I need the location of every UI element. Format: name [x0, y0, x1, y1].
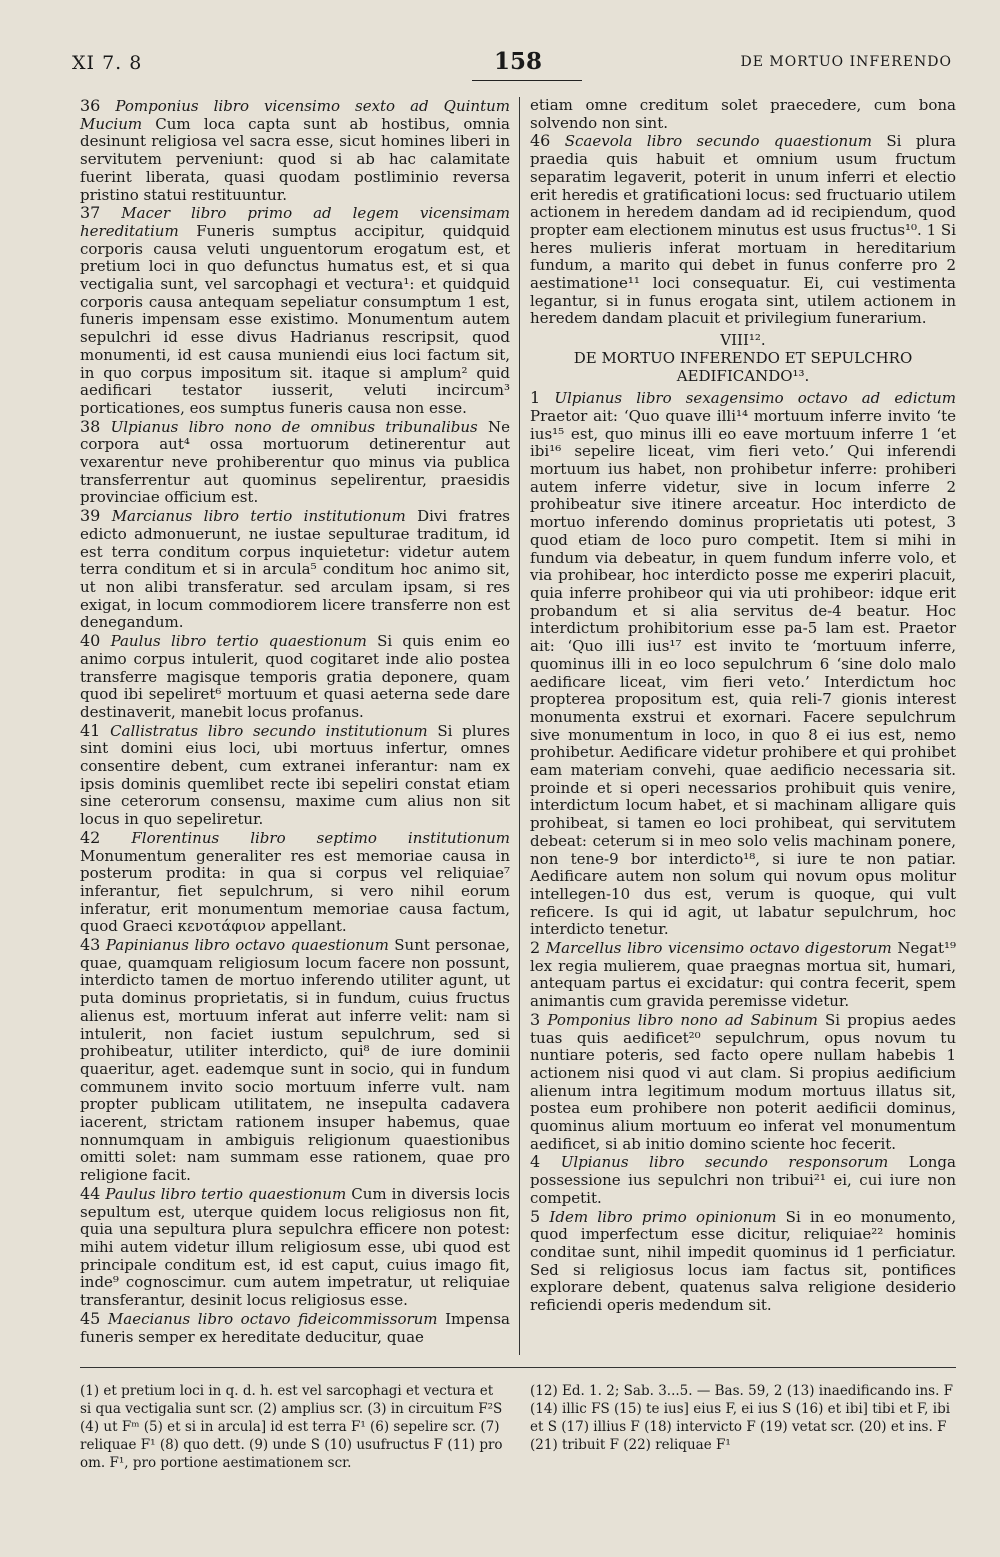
fragment-number: 45 [80, 1308, 101, 1328]
page-number: 158 [494, 48, 543, 75]
fragment-text: etiam omne creditum solet praecedere, cum bona solvendo non sint. [530, 96, 956, 132]
fragment-source: Paulus libro tertio quaestionum [110, 632, 367, 651]
fragment-source: Ulpianus libro sexagensimo octavo ad edictum [554, 389, 956, 408]
fragment-text: Negat¹⁹ lex regia mulierem, quae praegnas mortua sit, humari, antequam partus ei excidatur: qui contra fecerit, spem animantis cum gravida peremisse videtur. [530, 939, 956, 1011]
paragraph [530, 1153, 956, 1207]
fragment-source: Pomponius libro nono ad Sabinum [547, 1010, 818, 1029]
left-column [80, 97, 510, 1346]
fragment-number: 42 [80, 827, 101, 847]
fragment-source: Florentinus libro septimo institutionum [131, 828, 510, 847]
fragment-number: 38 [80, 416, 101, 436]
column-divider [519, 97, 520, 1355]
fragment-text: Impensa funeris semper ex hereditate deducitur, quae [80, 1309, 510, 1346]
fragment-source: Pomponius libro vicensimo sexto ad Quintum Mucium [80, 97, 510, 133]
fragment-source: Ulpianus libro secundo responsorum [560, 1153, 889, 1172]
footnotes-right: (12) Ed. 1. 2; Sab. 3...5. — Bas. 59, 2 (13) inaedificando ins. F (14) illic FS (15) te ius] eius F, ei ius S (16) et ibi] tibi et F, ibi et S (17) illius F (18) intervicto F (19) vetat scr. (20) et ins. F (21) tribuit F (22) reliquae F¹ [530, 1383, 954, 1453]
paragraph [530, 97, 956, 132]
fragment-source: Ulpianus libro nono de omnibus tribunalibus [110, 417, 478, 436]
section-number: VIII¹². [720, 331, 766, 350]
chapter-reference: XI 7. 8 [72, 52, 143, 74]
fragment-text: Divi fratres edicto admonuerunt, ne iustae sepulturae traditum, id est terra conditum corpus inquietetur: videtur autem terra conditum et si in arcula⁵ conditum hoc animo sit, ut non alibi transferatur. sed arculam ipsam, si res exigat, in locum commodiorem licere transferre non est denegandum. [80, 507, 510, 632]
fragment-source: Marcellus libro vicensimo octavo digestorum [545, 939, 892, 958]
paragraph [80, 1310, 510, 1346]
paragraph [530, 1011, 956, 1154]
fragment-text: Sunt personae, quae, quamquam religiosum locum facere non possunt, interdicto tamen de mortuo inferendo utiliter agunt, ut puta dominus proprietatis, si in fundum, cuius fructus alienus est, mortuum inferat aut inferre velit: nam si intulerit, non faciet iustum sepulchrum, sed si prohibeatur, utiliter interdicto, qui⁸ de iure dominii quaeritur, aget. eademque sunt in socio, qui in fundum communem invito socio mortuum inferre vult. nam propter publicam utilitatem, ne insepulta cadavera iacerent, strictam rationem insuper habemus, quae nonnumquam in ambiguis religionum quaestionibus omitti solet: nam summam esse rationem, quae pro religione facit. [80, 936, 510, 1185]
fragment-text: Cum in diversis locis sepultum est, uterque quidem locus religiosus non fit, quia una sepultura plura sepulchra efficere non potest: mihi autem videtur illum religiosum esse, ubi quod est principale conditum est, id est caput, cuius imago fit, inde⁹ cognoscimur. cum autem impetratur, ut reliquiae transferantur, desinit locus religiosus esse. [80, 1184, 511, 1310]
footnote-rule [80, 1367, 956, 1368]
paragraph [80, 936, 510, 1185]
fragment-source: Marcianus libro tertio institutionum [111, 507, 406, 526]
page-header [72, 48, 952, 78]
fragment-source: Maecianus libro octavo fideicommissorum [107, 1309, 438, 1328]
paragraph [530, 389, 956, 939]
paragraph [530, 132, 956, 328]
fragment-text: Si in eo monumento, quod imperfectum esse dicitur, reliquiae²² hominis conditae sunt, nihil impedit quominus id 1 perficiatur. Sed si religiosus locus iam factus sit, pontifices explorare debent, quatenus salva religione desiderio reficiendi operis medendum sit. [530, 1207, 956, 1315]
section-title [530, 350, 956, 385]
fragment-source: Scaevola libro secundo quaestionum [564, 132, 873, 151]
footnotes-left: (1) et pretium loci in q. d. h. est vel sarcophagi et vectura et si qua vectigalia sunt scr. (2) amplius scr. (3) in circuitum F²S (4) ut Fᵐ (5) et si in arcula] id est terra F¹ (6) sepelire scr. (7) reliquae F¹ (8) quo dett. (9) unde S (10) usufructus F (11) pro om. F¹, pro portione aestimationem scr. [80, 1383, 503, 1471]
fragment-number: 44 [80, 1183, 101, 1203]
fragment-source: Paulus libro tertio quaestionum [105, 1184, 347, 1203]
header-rule [472, 80, 582, 81]
fragment-source: Idem libro primo opinionum [549, 1207, 777, 1226]
fragment-text: Ne corpora aut⁴ ossa mortuorum detinerentur aut vexarentur neve prohiberentur quo minus via publica transferrentur aut quominus sepelirentur, praesidis provinciae officium est. [80, 417, 510, 507]
fragment-text: Si plures sint domini eius loci, ubi mortuus infertur, omnes consentire debent, cum extranei inferantur: nam ex ipsis dominis quemlibet recte ibi sepeliri constat etiam sine ceterorum consensu, maxime cum alius non sit locus in quo sepeliretur. [80, 721, 510, 829]
paragraph [80, 507, 510, 632]
fragment-number: 1 [530, 388, 541, 408]
paragraph [80, 722, 510, 829]
fragment-number: 43 [80, 935, 101, 955]
paragraph [80, 829, 510, 936]
fragment-number: 46 [530, 131, 551, 151]
fragment-text: Longa possessione ius sepulchri non tribui²¹ ei, cui iure non competit. [530, 1153, 956, 1207]
paragraph [80, 1185, 510, 1310]
fragment-source: Papinianus libro octavo quaestionum [105, 936, 389, 955]
fragment-number: 36 [80, 96, 101, 115]
fragment-text: Si plura praedia quis habuit et omnium usum fructum separatim legaverit, poterit in unum inferri et electio erit heredis et gratificationi locus: sed fructuario utilem actionem in heredem dandam ad id recipiendum, quod propter eam electionem minutus est usus fructus¹⁰. 1 Si heres mulieris inferat mortuam in hereditarium fundum, a marito qui debet in funus conferre pro 2 aestimatione¹¹ loci consequatur. Ei, cui vestimenta legantur, si in funus erogata sint, utilem actionem in heredem dandam placuit et privilegium funerarium. [530, 132, 956, 328]
paragraph [80, 632, 510, 722]
section-title-line2: AEDIFICANDO¹³. [676, 366, 810, 385]
paragraph [80, 97, 510, 204]
right-column [530, 97, 956, 1315]
fragment-number: 37 [80, 203, 101, 223]
paragraph [80, 418, 510, 508]
fragment-text: Si quis enim eo animo corpus intulerit, quod cogitaret inde alio postea transferre magisque temporis gratia deponere, quam quod ibi sepeliret⁶ mortuum et quasi aeterna sede dare destinaverit, manebit locus profanus. [80, 632, 510, 721]
fragment-number: 3 [530, 1009, 541, 1029]
section-title-line1: DE MORTUO INFERENDO ET SEPULCHRO [573, 348, 913, 367]
fragment-source: Callistratus libro secundo institutionum [110, 721, 428, 740]
fragment-text: Praetor ait: ‘Quo quave illi¹⁴ mortuum inferre invito ‘te ius¹⁵ est, quo minus illi eo eave mortuum inferre 1 ‘et ibi¹⁶ sepelire liceat, vim fieri veto.’ Qui inferendi mortuum ius habet, non prohibetur inferre: prohiberi autem inferre videtur, sive in locum inferre 2 prohibeatur sive itinere arceatur. Hoc interdicto de mortuo inferendo dominus proprietatis uti potest, 3 quod etiam de loco puro competit. Item si mihi in fundum via debeatur, in quem fundum inferre volo, et via prohibear, hoc interdicto posse me experiri placuit, quia inferre prohibeor qui via uti prohibeor: idque erit probandum et si alia servitus de-4 beatur. Hoc interdictum prohibitorium esse pa-5 lam est. Praetor ait: ‘Quo illi ius¹⁷ est invito te ‘mortuum inferre, quominus illi in eo loco sepulchrum 6 ‘sine dolo malo aedificare liceat, vim fieri veto.’ Interdictum hoc propterea propositum est, quia reli-7 gionis interest monumenta exstrui et exornari. Facere sepulchrum sive monumentum in loco, in quo 8 ei ius est, nemo prohibetur. Aedificare videtur prohibere et qui prohibet eam materiam convehi, quae aedificio necessaria sit. proinde et si operi necessarios prohibuit quis venire, interdictum locum habet, et si machinam alligare quis prohibeat, si tamen eo loci prohibeat, qui servitutem debeat: ceterum si in meo solo velis machinam ponere, non tene-9 bor interdicto¹⁸, si iure te non patiar. Aedificare autem non solum qui novum opus molitur intellegen-10 dus est, verum is quoque, qui vult reficere. Is qui id agit, ut labatur sepulchrum, hoc interdicto tenetur. [530, 406, 956, 939]
fragment-text: Cum loca capta sunt ab hostibus, omnia desinunt religiosa vel sacra esse, sicut homines liberi in servitutem perveniunt: quod si ab hac calamitate fuerint liberata, quasi quodam postliminio reversa pristino statui restituuntur. [80, 114, 510, 204]
fragment-number: 4 [530, 1152, 541, 1172]
fragment-text: Funeris sumptus accipitur, quidquid corporis causa veluti unguentorum erogatum est, et pretium loci in quo defunctus humatus est, et si qua vectigalia sunt, vel sarcophagi et vectura¹: et quidquid corporis causa antequam sepeliatur consumptum 1 est, funeris impensam esse existimo. Monumentum autem sepulchri id esse divus Hadrianus rescripsit, quod monumenti, id est causa muniendi eius loci factum sit, in quo corpus impositum sit. itaque si amplum² quid aedificari testator iusserit, veluti incircum³ porticationes, eos sumptus funeris causa non esse. [80, 221, 510, 417]
fragment-number: 5 [530, 1206, 541, 1226]
paragraph [530, 1208, 956, 1315]
fragment-text: Si propius aedes tuas quis aedificet²⁰ sepulchrum, opus novum tu nuntiare poteris, sed facto opere nullam habebis 1 actionem nisi quod vi aut clam. Si propius aedificium alienum intra legitimum modum mortuus illatus sit, postea eum prohibere non poterit aedificii dominus, quominus alium mortuum eo inferat vel monumentum aedificet, si ab initio domino sciente hoc fecerit. [530, 1010, 956, 1153]
fragment-number: 2 [530, 938, 541, 958]
running-title: DE MORTUO INFERENDO [740, 54, 952, 70]
fragment-number: 41 [80, 720, 101, 740]
fragment-source: Macer libro primo ad legem vicensimam hereditatium [80, 204, 510, 240]
paragraph [530, 939, 956, 1011]
fragment-number: 39 [80, 506, 101, 526]
fragment-number: 40 [80, 631, 101, 651]
fragment-text: Monumentum generaliter res est memoriae causa in posterum prodita: in qua si corpus vel reliquiae⁷ inferantur, fiet sepulchrum, si vero nihil eorum inferatur, erit monumentum memoriae causa factum, quod Graeci κενοτάφιον appellant. [80, 846, 510, 936]
paragraph [80, 204, 510, 417]
